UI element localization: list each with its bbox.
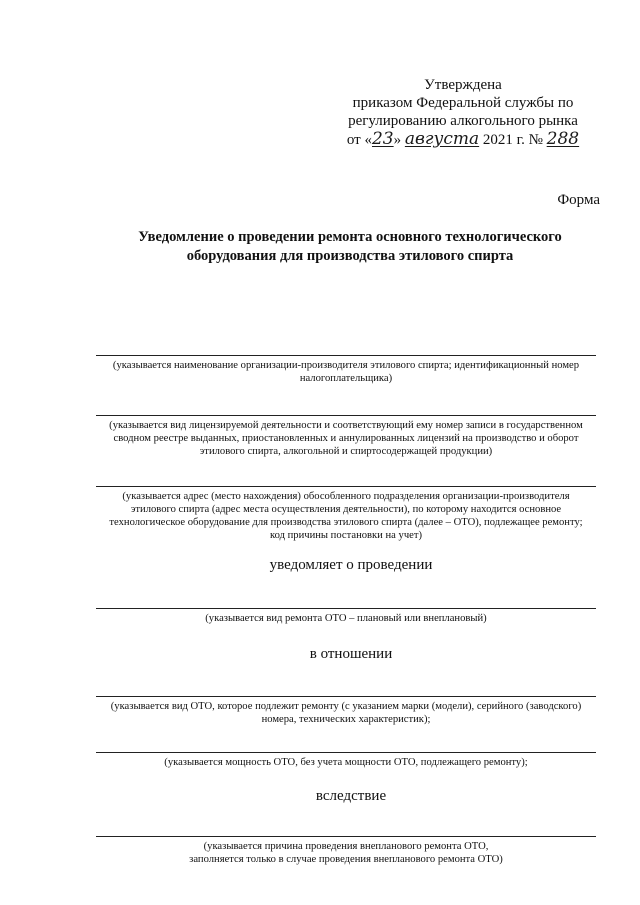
approval-title: Утверждена [424, 77, 502, 93]
title-line-1: Уведомление о проведении ремонта основного технологического [138, 229, 562, 245]
hint-organization [96, 359, 596, 385]
date-month-handwritten: августа [404, 129, 480, 149]
phrase-notifies: уведомляет о проведении [269, 557, 433, 573]
fill-line-capacity [96, 752, 596, 753]
fill-line-equipment [96, 696, 596, 697]
approval-order: приказом Федеральной службы по [352, 95, 574, 111]
hint-line: номера, технических характеристик); [261, 714, 431, 725]
date-day-handwritten: 23 [371, 129, 394, 149]
fill-line-repair-type [96, 608, 596, 609]
hint-address [96, 490, 596, 542]
fill-line-organization [96, 355, 596, 356]
hint-line: код причины постановки на учет) [269, 530, 423, 541]
hint-line: заполняется только в случае проведения внепланового ремонта ОТО) [189, 854, 503, 865]
date-year: 2021 г. № [482, 132, 543, 148]
form-label: Форма [557, 192, 600, 208]
document-title [80, 228, 620, 266]
hint-repair-type [96, 612, 596, 625]
hint-line: этилового спирта (адрес места осуществления деятельности), по которому находится основное [130, 504, 562, 515]
hint-line: (указывается вид ремонта ОТО – плановый или внеплановый) [205, 613, 487, 624]
hint-line: этилового спирта, алкогольной и спиртосодержащей продукции) [199, 446, 493, 457]
hint-line: технологическое оборудование для производства этилового спирта (далее – ОТО), подлежащее ремонту; [109, 517, 583, 528]
hint-line: (указывается мощность ОТО, без учета мощности ОТО, подлежащего ремонту); [164, 757, 528, 768]
hint-reason [96, 840, 596, 866]
phrase-due-to: вследствие [315, 788, 387, 804]
approval-block [318, 76, 608, 149]
hint-line: (указывается причина проведения внепланового ремонта ОТО, [203, 841, 489, 852]
title-line-2: оборудования для производства этилового спирта [186, 248, 514, 264]
hint-license [96, 419, 596, 458]
hint-line: (указывается вид ОТО, которое подлежит ремонту (с указанием марки (модели), серийного (заводского) [110, 701, 582, 712]
fill-line-address [96, 486, 596, 487]
hint-line: (указывается вид лицензируемой деятельности и соответствующий ему номер записи в государственном [109, 420, 583, 431]
fill-line-license [96, 415, 596, 416]
order-number-handwritten: 288 [546, 129, 580, 149]
hint-line: (указывается адрес (место нахождения) обособленного подразделения организации-производителя [122, 491, 570, 502]
fill-line-reason [96, 836, 596, 837]
date-sep: » [393, 132, 402, 148]
phrase-regarding: в отношении [309, 646, 393, 662]
hint-equipment [96, 700, 596, 726]
approval-date-line [318, 130, 608, 149]
hint-capacity [96, 756, 596, 769]
hint-line: налогоплательщика) [299, 373, 393, 384]
date-prefix: от « [346, 132, 372, 148]
approval-agency: регулированию алкогольного рынка [348, 113, 578, 129]
hint-line: сводном реестре выданных, приостановленных и аннулированных лицензий на производство и оборот [113, 433, 579, 444]
hint-line: (указывается наименование организации-производителя этилового спирта; идентификационный номер [112, 360, 580, 371]
